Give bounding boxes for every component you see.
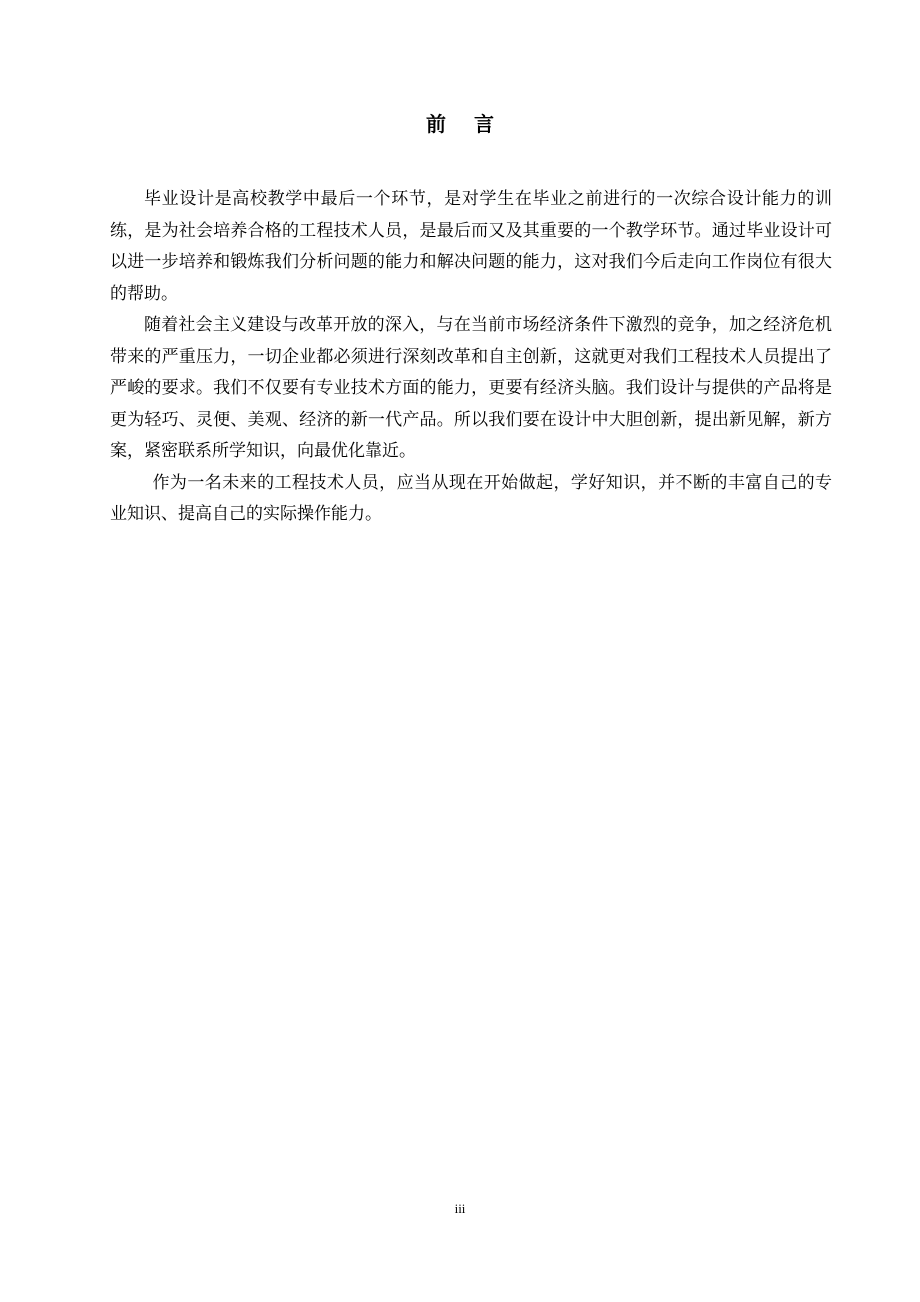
paragraph-2: 随着社会主义建设与改革开放的深入，与在当前市场经济条件下激烈的竞争，加之经济危机带来的严重压力，一切企业都必须进行深刻改革和自主创新，这就更对我们工程技术人员提出了严峻的要求。我们不仅要有专业技术方面的能力，更要有经济头脑。我们设计与提供的产品将是更为轻巧、灵便、美观、经济的新一代产品。所以我们要在设计中大胆创新，提出新见解，新方案，紧密联系所学知识，向最优化靠近。 <box>110 315 832 461</box>
page-number: iii <box>454 1201 466 1216</box>
page-title: 前言 <box>426 112 522 136</box>
paragraph-3: 作为一名未来的工程技术人员，应当从现在开始做起，学好知识，并不断的丰富自己的专业知识、提高自己的实际操作能力。 <box>110 472 832 524</box>
preface-body <box>110 184 832 531</box>
paragraph-1: 毕业设计是高校教学中最后一个环节，是对学生在毕业之前进行的一次综合设计能力的训练，是为社会培养合格的工程技术人员，是最后而又及其重要的一个教学环节。通过毕业设计可以进一步培养和锻炼我们分析问题的能力和解决问题的能力，这对我们今后走向工作岗位有很大的帮助。 <box>110 189 832 304</box>
